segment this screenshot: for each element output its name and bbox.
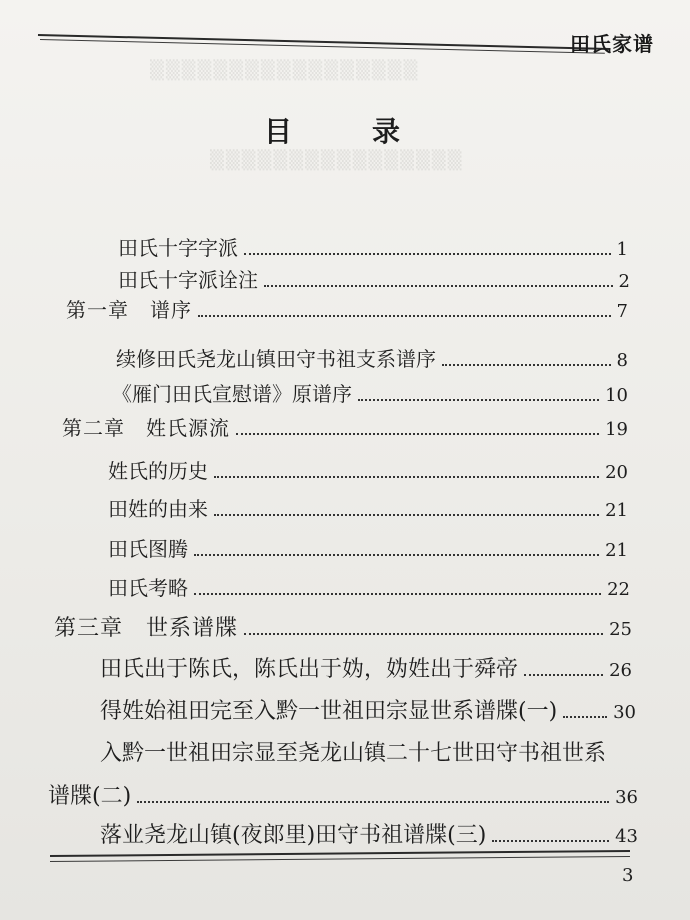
toc-entry-label: 谱牒(二) [48,784,132,809]
toc-chapter-entry[interactable] [62,412,628,441]
toc-entry-page: 2 [618,271,630,292]
toc-entry[interactable] [112,378,628,407]
toc-entry[interactable] [118,232,628,261]
dot-leader [214,456,599,478]
toc-entry-label: 第三章 世系谱牒 [54,616,239,641]
dot-leader [244,611,603,635]
toc-entry-continuation[interactable] [48,779,638,810]
toc-entry-label: 第一章 谱序 [66,298,192,322]
dot-leader [194,534,599,556]
toc-entry[interactable] [108,572,630,601]
toc-entry-page: 21 [605,540,628,561]
dot-leader [214,494,599,516]
toc-entry-label: 续修田氏尧龙山镇田守书祖支系谱序 [116,347,436,371]
toc-entry[interactable] [116,343,628,372]
toc-entry-page: 7 [616,301,628,322]
toc-chapter-entry[interactable] [66,294,628,323]
toc-entry[interactable] [100,818,638,849]
toc-entry-label: 田氏考略 [108,576,188,600]
dot-leader [137,779,609,803]
toc-entry-page: 43 [615,826,638,847]
toc-entry-label: 田氏十字派诠注 [118,268,258,292]
toc-entry[interactable] [100,694,636,725]
dot-leader [264,265,613,287]
toc-entry-page: 26 [609,660,632,681]
toc-entry-label: 第二章 姓氏源流 [62,416,230,440]
toc-entry-label: 田氏十字字派 [118,236,238,260]
toc-entry-label: 田氏出于陈氏，陈氏出于妫，妫姓出于舜帝 [100,657,519,682]
dot-leader [492,818,609,842]
toc-entry-page: 21 [605,500,628,521]
toc-entry[interactable] [118,264,630,293]
toc-entry[interactable] [100,736,640,767]
toc-entry-page: 1 [616,239,628,260]
toc-entry-page: 25 [609,619,632,640]
dot-leader [358,379,599,401]
toc-chapter-entry[interactable] [54,611,632,642]
dot-leader [563,694,607,718]
toc-entry-page: 22 [607,579,630,600]
toc-entry-label: 入黔一世祖田宗显至尧龙山镇二十七世田守书祖世系 [100,741,607,766]
toc-entry[interactable] [100,652,632,683]
dot-leader [244,233,611,255]
toc-entry[interactable] [108,533,628,562]
toc-entry[interactable] [108,493,628,522]
bleed-through-text: ▒▒▒▒▒▒▒▒▒▒▒▒▒▒▒▒ [210,150,464,171]
toc-entry-page: 19 [605,419,628,440]
footer-rule [50,856,630,862]
toc-entry-label: 田姓的由来 [108,497,208,521]
toc-entry-page: 10 [605,385,628,406]
toc-entry-page: 30 [613,702,636,723]
toc-entry-page: 20 [605,462,628,483]
dot-leader [524,652,603,676]
page-number: 3 [622,865,634,886]
running-header-title: 田氏家谱 [570,32,654,56]
dot-leader [236,413,599,435]
bleed-through-text: ▒▒▒▒▒▒▒▒▒▒▒▒▒▒▒▒▒ [150,60,420,81]
toc-title: 目 录 [263,115,426,148]
toc-entry-label: 田氏图腾 [108,537,188,561]
dot-leader [198,295,611,317]
toc-entry-label: 得姓始祖田完至入黔一世祖田宗显世系谱牒(一) [100,699,558,724]
toc-entry-label: 姓氏的历史 [108,459,208,483]
toc-entry[interactable] [108,455,628,484]
dot-leader [194,573,601,595]
toc-entry-page: 8 [616,350,628,371]
toc-entry-label: 《雁门田氏宣慰谱》原谱序 [112,382,352,406]
toc-entry-label: 落业尧龙山镇(夜郎里)田守书祖谱牒(三) [100,823,487,848]
toc-entry-page: 36 [615,787,638,808]
dot-leader [442,344,611,366]
